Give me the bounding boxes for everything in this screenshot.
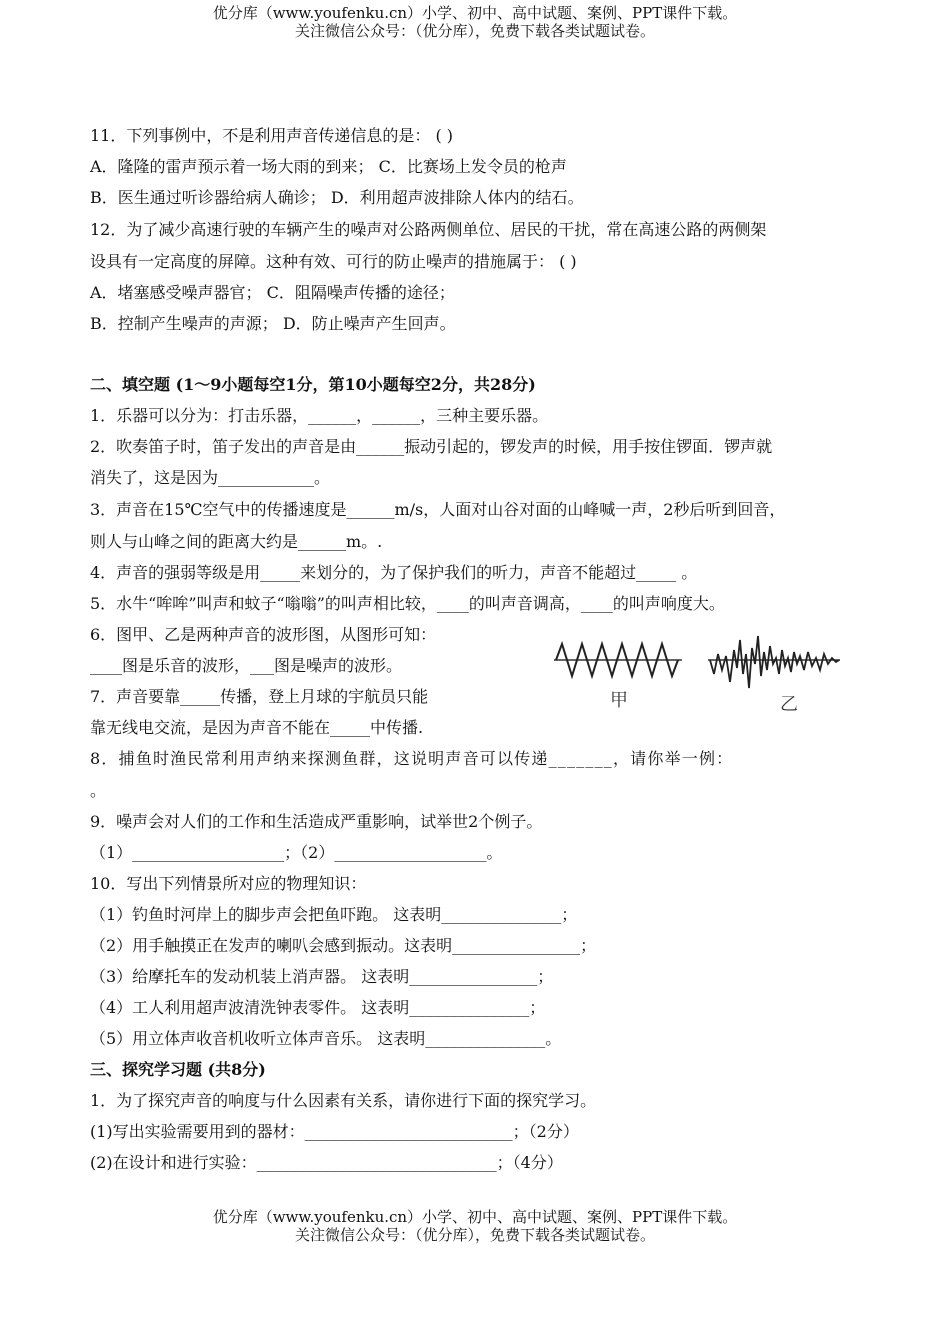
section-3-heading: 三、探究学习题 (共8分) [90,1060,266,1079]
footer-line-2: 关注微信公众号：（优分库），免费下载各类试题试卷。 [294,1226,655,1244]
fill-q8-cont: 。 [90,781,107,800]
fill-q5: 5．水牛“哞哞”叫声和蚊子“嗡嗡”的叫声相比较，____的叫声音调高，____的叫声响度大。 [90,594,725,613]
waveform-a-label: 甲 [610,690,628,711]
fill-q9: 9．噪声会对人们的工作和生活造成严重影响，试举世2个例子。 [90,812,543,831]
section-2-heading: 二、填空题 (1～9小题每空1分，第10小题每空2分，共28分) [90,375,536,394]
fill-q8: 8．捕鱼时渔民常利用声纳来探测鱼群，这说明声音可以传递_______，请你举一例： [90,749,734,768]
q11-options-ac: A．隆隆的雷声预示着一场大雨的到来； C．比赛场上发令员的枪声 [90,157,567,176]
waveform-figure [548,630,848,715]
header-line-2: 关注微信公众号：（优分库），免费下载各类试题试卷。 [294,22,655,40]
fill-q3-cont: 则人与山峰之间的距离大约是______m。. [90,532,383,551]
fill-q1: 1．乐器可以分为：打击乐器，______，______，三种主要乐器。 [90,406,549,425]
fill-q10: 10．写出下列情景所对应的物理知识： [90,874,367,893]
fill-q10-item-3: （3）给摩托车的发动机装上消声器。 这表明________________； [90,967,554,986]
question-11: 11．下列事例中，不是利用声音传递信息的是： ( ) [90,126,454,145]
q12-options-bd: B．控制产生噪声的声源； D．防止噪声产生回声。 [90,314,456,333]
fill-q7: 7．声音要靠_____传播，登上月球的宇航员只能 [90,687,429,706]
question-12-cont: 设具有一定高度的屏障。这种有效、可行的防止噪声的措施属于： ( ) [90,252,577,271]
header-line-1: 优分库（www.youfenku.cn）小学、初中、高中试题、案例、PPT课件下载。 [212,4,738,22]
q12-options-ac: A．堵塞感受噪声器官； C．阻隔噪声传播的途径； [90,283,455,302]
fill-q9-blanks: （1）___________________；（2）___________________。 [90,843,503,862]
fill-q3: 3．声音在15℃空气中的传播速度是______m/s，人面对山谷对面的山峰喊一声，2秒后听到回音， [90,500,786,519]
fill-q6-cont: ____图是乐音的波形，___图是噪声的波形。 [90,656,403,675]
footer-line-1: 优分库（www.youfenku.cn）小学、初中、高中试题、案例、PPT课件下载。 [212,1208,738,1226]
fill-q10-item-4: （4）工人利用超声波清洗钟表零件。 这表明_______________； [90,998,546,1017]
waveform-b-icon [710,636,839,688]
question-12: 12．为了减少高速行驶的车辆产生的噪声对公路两侧单位、居民的干扰，常在高速公路的两侧架 [90,220,767,239]
fill-q10-item-1: （1）钓鱼时河岸上的脚步声会把鱼吓跑。 这表明_______________； [90,905,578,924]
fill-q7-cont: 靠无线电交流，是因为声音不能在_____中传播. [90,718,424,737]
fill-q2: 2．吹奏笛子时，笛子发出的声音是由______振动引起的，锣发声的时候，用手按住锣面．锣声就 [90,437,773,456]
explore-q1: 1．为了探究声音的响度与什么因素有关系，请你进行下面的探究学习。 [90,1091,597,1110]
waveform-b-label: 乙 [780,694,798,715]
fill-q2-cont: 消失了，这是因为____________。 [90,468,331,487]
fill-q10-item-2: （2）用手触摸正在发声的喇叭会感到振动。这表明________________； [90,936,597,955]
q11-options-bd: B．医生通过听诊器给病人确诊； D．利用超声波排除人体内的结石。 [90,188,584,207]
explore-q1-part2: (2)在设计和进行实验：______________________________；（4分） [90,1153,563,1172]
fill-q6: 6．图甲、乙是两种声音的波形图，从图形可知： [90,625,437,644]
fill-q10-item-5: （5）用立体声收音机收听立体声音乐。 这表明_______________。 [90,1029,562,1048]
explore-q1-part1: (1)写出实验需要用到的器材：__________________________；（2分） [90,1122,579,1141]
fill-q4: 4．声音的强弱等级是用_____来划分的，为了保护我们的听力，声音不能超过_____ 。 [90,563,698,582]
